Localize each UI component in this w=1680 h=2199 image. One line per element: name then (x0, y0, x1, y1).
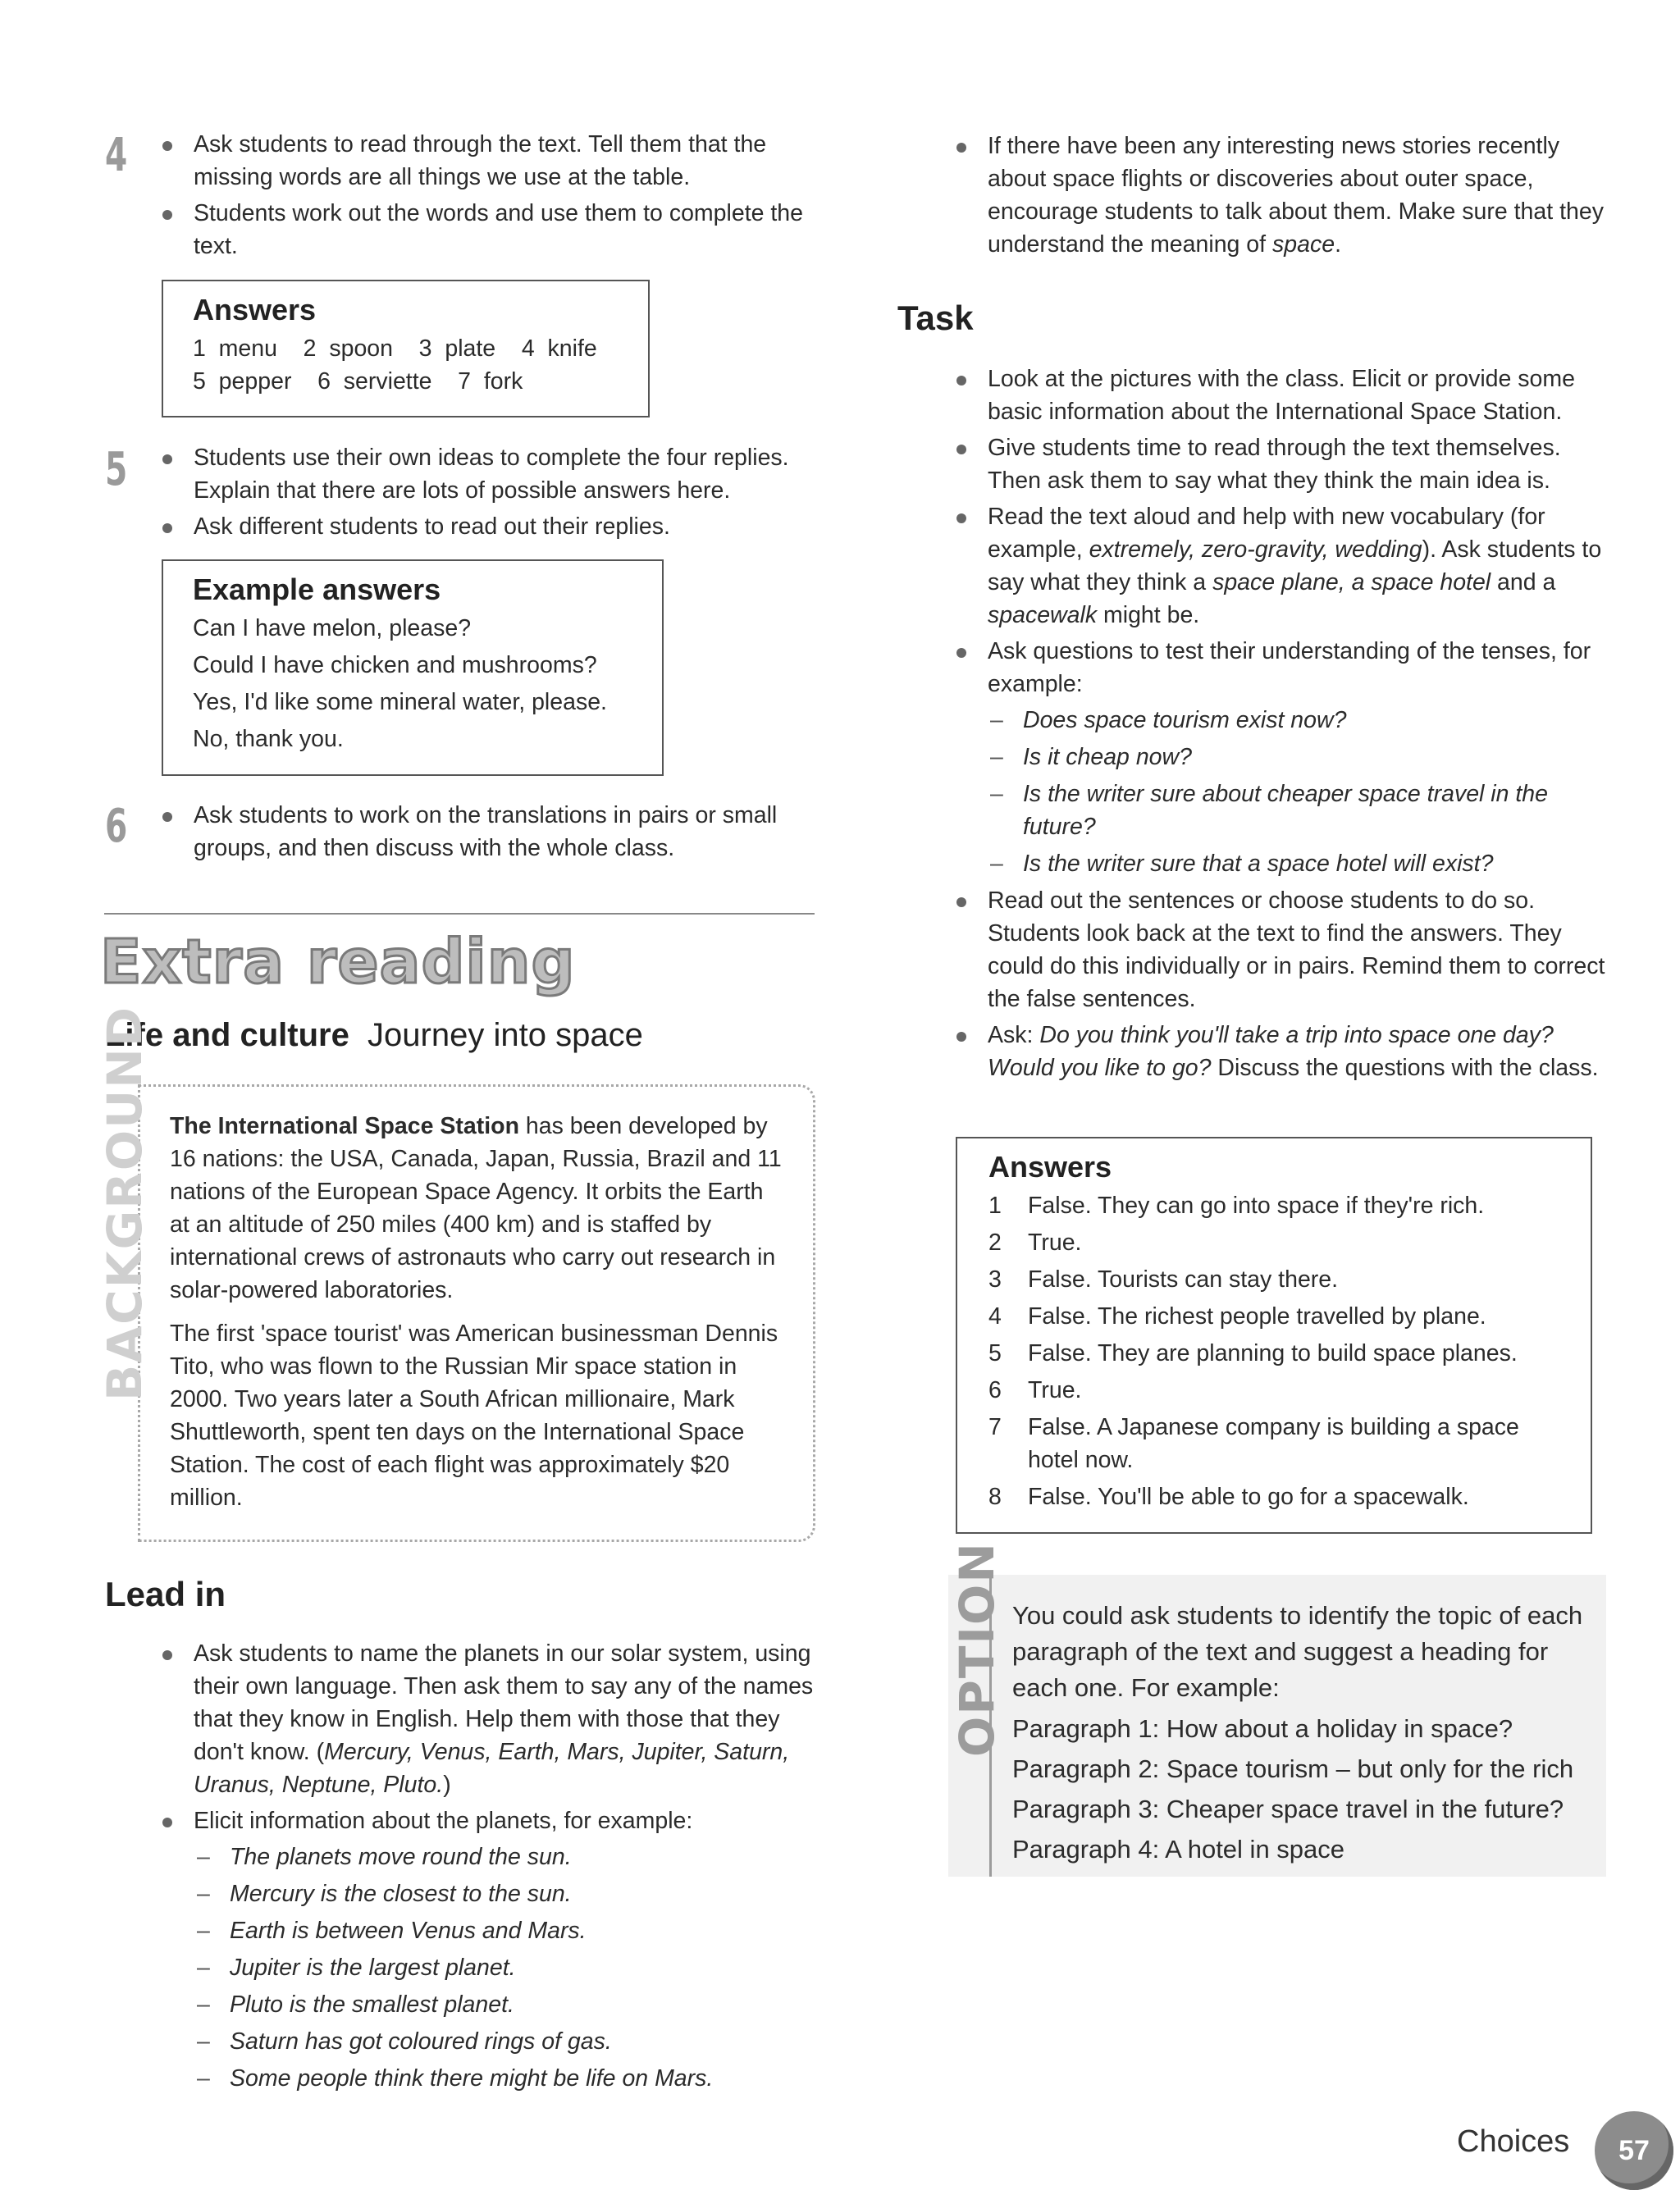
list-item (100, 1637, 822, 1801)
dash-item: – Pluto is the smallest planet. (197, 1988, 822, 2021)
list-item (894, 1019, 1616, 1084)
subtitle-bold: Life and culture (105, 1017, 349, 1053)
task-b3-it2: space plane, a space hotel (1212, 569, 1491, 595)
example-line: Can I have melon, please? (193, 615, 472, 641)
intro-italic: space (1272, 231, 1335, 258)
answer-row (988, 1337, 1574, 1370)
subtitle-rest: Journey into space (368, 1017, 643, 1053)
section-number-5: 5 (105, 443, 128, 496)
footer-unit-name: Choices (1457, 2124, 1570, 2159)
example-answers-title: Example answers (193, 573, 441, 606)
list-item: Elicit information about the planets, for example: (100, 1804, 822, 1837)
list-item: Ask students to read through the text. Tell them that the missing words are all things we use at the table. (100, 128, 822, 194)
answer-number: 3 (988, 1266, 1002, 1293)
answer-text: True. (1028, 1377, 1082, 1403)
answer-row (988, 1300, 1574, 1333)
section-divider (104, 913, 815, 915)
extra-reading-title: Extra reading (100, 927, 576, 997)
lead-b1-italic: Mercury, Venus, Earth, Mars, Jupiter, Saturn, Uranus, Neptune, Pluto. (194, 1739, 790, 1798)
example-line: No, thank you. (193, 726, 344, 752)
list-item: Read out the sentences or choose students to do so. Students look back at the text to find the answers. They could do this individually or in pairs. Remind them to correct the false sentences. (894, 884, 1616, 1015)
answer-row (988, 1263, 1574, 1296)
list-item: Give students time to read through the text themselves. Then ask them to say what they think the main idea is. (894, 431, 1616, 497)
section-5 (100, 441, 822, 546)
task-b3-it1: extremely, zero-gravity, wedding (1089, 536, 1422, 563)
answers-title: Answers (193, 293, 317, 326)
dash-item: – The planets move round the sun. (197, 1841, 822, 1873)
dash-item: – Earth is between Venus and Mars. (197, 1914, 822, 1947)
answer-row (988, 1411, 1574, 1476)
option-label: OPTION (949, 1541, 1005, 1757)
dash-item: – Is the writer sure about cheaper space travel in the future? (990, 778, 1616, 843)
answer-number: 2 (988, 1230, 1002, 1256)
dash-item: – Some people think there might be life on Mars. (197, 2062, 822, 2095)
answers-line: 5 pepper 6 serviette 7 fork (193, 368, 523, 395)
section-4 (100, 128, 822, 266)
task-b3-c: and a (1491, 569, 1556, 595)
example-line: Could I have chicken and mushrooms? (193, 652, 597, 678)
section-number-6: 6 (105, 800, 128, 853)
answer-text: False. The richest people travelled by plane. (1028, 1303, 1486, 1330)
section-6 (100, 799, 822, 868)
dash-item: – Does space tourism exist now? (990, 704, 1616, 737)
task-b3-it3: spacewalk (988, 602, 1098, 628)
answers-line: 1 menu 2 spoon 3 plate 4 knife (193, 335, 597, 362)
list-item (894, 130, 1616, 261)
intro-pre: If there have been any interesting news stories recently about space flights or discoveries about outer space, encourage students to talk about them. Make sure that they understand the meaning of (988, 133, 1604, 258)
list-item: Students use their own ideas to complete the four replies. Explain that there are lots of possible answers here. (100, 441, 822, 507)
task-b3-a: Read the text aloud and help with new vocabulary (for example, (988, 504, 1545, 563)
list-item: Students work out the words and use them to complete the text. (100, 197, 822, 262)
option-intro: You could ask students to identify the topic of each paragraph of the text and suggest a heading for each one. For example: (1012, 1601, 1583, 1702)
background-p1-rest: has been developed by 16 nations: the USA, Canada, Japan, Russia, Brazil and 11 nations of the European Space Agency. It orbits the Earth at an altitude of 250 miles (400 km) and is staffed by international crews of astronauts who carry out research in solar-powered laboratories. (170, 1113, 782, 1303)
page-number: 57 (1618, 2134, 1650, 2166)
right-intro (894, 130, 1616, 264)
list-item: Ask questions to test their understanding of the tenses, for example: (894, 635, 1616, 700)
option-paragraph: Paragraph 2: Space tourism – but only for the rich (1012, 1754, 1574, 1783)
list-item (894, 500, 1616, 632)
answers-title: Answers (988, 1150, 1112, 1184)
intro-post: . (1335, 231, 1341, 258)
answer-number: 6 (988, 1377, 1002, 1403)
task-b3-b: ). Ask students to say what they think a (988, 536, 1602, 595)
task-section (894, 363, 1616, 1088)
lead-in-heading: Lead in (105, 1575, 226, 1613)
answer-row (988, 1480, 1574, 1513)
dash-item: – Is the writer sure that a space hotel will exist? (990, 847, 1616, 880)
task-b6-italic: Do you think you'll take a trip into space one day? Would you like to go? (988, 1022, 1554, 1081)
list-item: Ask different students to read out their replies. (100, 510, 822, 543)
list-item: Ask students to work on the translations in pairs or small groups, and then discuss with the whole class. (100, 799, 822, 865)
answer-text: True. (1028, 1230, 1082, 1256)
dash-item: – Is it cheap now? (990, 741, 1616, 773)
answer-text: False. You'll be able to go for a spacewalk. (1028, 1484, 1469, 1510)
lead-b1-post: ) (443, 1772, 451, 1798)
example-line: Yes, I'd like some mineral water, please. (193, 689, 607, 715)
answer-text: False. They are planning to build space planes. (1028, 1340, 1518, 1366)
lead-b1-pre: Ask students to name the planets in our solar system, using their own language. Then ask them to say any of the names that they know in English. Help them with those that they don't know. ( (194, 1640, 814, 1765)
background-paragraph-2: The first 'space tourist' was American businessman Dennis Tito, who was flown to the Russian Mir space station in 2000. Two years later a South African millionaire, Mark Shuttleworth, spent ten days on the International Space Station. The cost of each flight was approximately $20 million. (170, 1321, 778, 1511)
task-b6-post: Discuss the questions with the class. (1211, 1055, 1599, 1081)
lead-in-section (100, 1637, 822, 2099)
answers-box-task (956, 1137, 1592, 1534)
answer-text: False. They can go into space if they're rich. (1028, 1193, 1485, 1219)
option-paragraph: Paragraph 3: Cheaper space travel in the future? (1012, 1795, 1564, 1823)
answers-box-4 (162, 280, 650, 417)
option-paragraph: Paragraph 1: How about a holiday in space? (1012, 1714, 1513, 1743)
section-number-4: 4 (105, 129, 128, 182)
dash-item: – Saturn has got coloured rings of gas. (197, 2025, 822, 2058)
answer-number: 4 (988, 1303, 1002, 1330)
answer-number: 8 (988, 1484, 1002, 1510)
background-paragraph (170, 1110, 785, 1307)
list-item: Look at the pictures with the class. Elicit or provide some basic information about the International Space Station. (894, 363, 1616, 428)
answer-number: 1 (988, 1193, 1002, 1219)
dash-item: – Jupiter is the largest planet. (197, 1951, 822, 1984)
example-answers-box (162, 559, 664, 776)
background-text (170, 1110, 785, 1514)
background-bold: The International Space Station (170, 1113, 519, 1139)
background-label: BACKGROUND (97, 1006, 153, 1401)
answer-number: 5 (988, 1340, 1002, 1366)
task-heading: Task (897, 299, 974, 337)
extra-reading-subtitle (105, 1017, 643, 1054)
answer-row (988, 1226, 1574, 1259)
task-b3-d: might be. (1097, 602, 1200, 628)
answer-row (988, 1374, 1574, 1407)
dash-item: – Mercury is the closest to the sun. (197, 1877, 822, 1910)
answer-row (988, 1189, 1574, 1222)
answer-text: False. A Japanese company is building a space hotel now. (1028, 1414, 1519, 1473)
answer-text: False. Tourists can stay there. (1028, 1266, 1339, 1293)
option-paragraph: Paragraph 4: A hotel in space (1012, 1835, 1345, 1864)
task-b6-pre: Ask: (988, 1022, 1040, 1048)
answer-number: 7 (988, 1414, 1002, 1440)
page-number-badge (1595, 2111, 1673, 2190)
option-text (1012, 1598, 1595, 1868)
